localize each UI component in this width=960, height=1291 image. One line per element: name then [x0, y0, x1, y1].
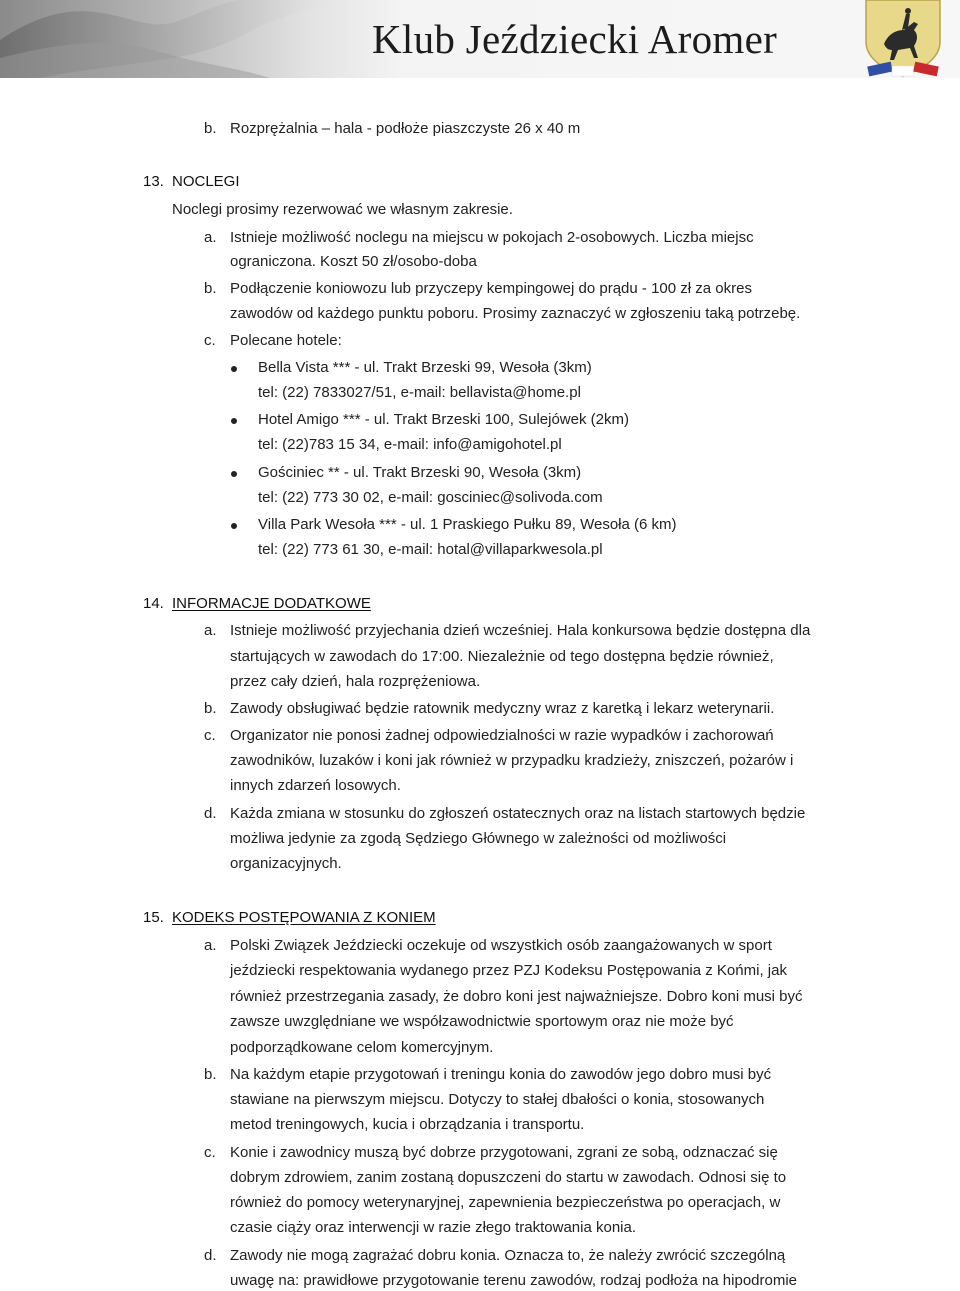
- list-item-text: Podłączenie koniowozu lub przyczepy kempingowej do prądu - 100 zł za okres: [230, 280, 752, 297]
- section-title: INFORMACJE DODATKOWE: [172, 595, 371, 612]
- list-item-text: zawsze uwzględniane we współzawodnictwie sportowym oraz nie może być: [230, 1013, 734, 1030]
- list-item-text: również do pomocy weterynaryjnej, zapewnienia bezpieczeństwa po operacjach, w: [230, 1194, 781, 1211]
- bullet-icon: [231, 418, 237, 424]
- section-title: KODEKS POSTĘPOWANIA Z KONIEM: [172, 909, 436, 926]
- list-item-text: Polski Związek Jeździecki oczekuje od wszystkich osób zaangażowanych w sport: [230, 937, 772, 954]
- list-item-text: Zawody nie mogą zagrażać dobru konia. Oznacza to, że należy zwrócić szczególną: [230, 1247, 786, 1264]
- horse-rider-crest-icon: [862, 0, 944, 78]
- list-item-text: możliwa jedynie za zgodą Sędziego Głównego w zależności od możliwości: [230, 830, 727, 847]
- hotel-contact: tel: (22) 773 30 02, e-mail: gosciniec@solivoda.com: [258, 489, 603, 506]
- list-item-text: Na każdym etapie przygotowań i treningu konia do zawodów jego dobro musi być: [230, 1066, 772, 1083]
- section-number: 14.: [143, 595, 164, 612]
- section-number: 13.: [143, 173, 164, 190]
- section-title: NOCLEGI: [172, 173, 240, 190]
- list-item-text: Każda zmiana w stosunku do zgłoszeń ostatecznych oraz na listach startowych będzie: [230, 805, 806, 822]
- hotel-line: Bella Vista *** - ul. Trakt Brzeski 99, Wesoła (3km): [258, 359, 592, 376]
- list-marker: d.: [204, 805, 217, 822]
- list-marker: c.: [204, 332, 216, 349]
- list-item-text: dobrym zdrowiem, zanim zostaną dopuszczeni do startu w zawodach. Odnosi się to: [230, 1169, 787, 1186]
- list-marker: a.: [204, 622, 217, 639]
- page-header: [0, 0, 960, 78]
- hotel-line: Villa Park Wesoła *** - ul. 1 Praskiego Pułku 89, Wesoła (6 km): [258, 516, 677, 533]
- list-marker: b.: [204, 1066, 217, 1083]
- list-item-text: ograniczona. Koszt 50 zł/osobo-doba: [230, 253, 477, 270]
- list-item-text: podporządkowane celom komercyjnym.: [230, 1039, 494, 1056]
- hotel-line: Gościniec ** - ul. Trakt Brzeski 90, Wesoła (3km): [258, 464, 582, 481]
- list-item-text: Organizator nie ponosi żadnej odpowiedzialności w razie wypadków i zachorowań: [230, 727, 774, 744]
- section-intro: Noclegi prosimy rezerwować we własnym zakresie.: [172, 201, 513, 218]
- list-marker: a.: [204, 229, 217, 246]
- horse-silhouette-icon: [0, 0, 330, 78]
- bullet-icon: [231, 471, 237, 477]
- list-marker: b.: [204, 280, 217, 297]
- list-item-text: Polecane hotele:: [230, 332, 342, 349]
- list-marker: b.: [204, 700, 217, 717]
- list-item-text: startujących w zawodach do 17:00. Niezależnie od tego dostępna będzie również,: [230, 648, 774, 665]
- list-item-text: Istnieje możliwość przyjechania dzień wcześniej. Hala konkursowa będzie dostępna dla: [230, 622, 811, 639]
- list-item-text: jeździecki respektowania wydanego przez PZJ Kodeksu Postępowania z Końmi, jak: [230, 962, 787, 979]
- list-item-text: Istnieje możliwość noclegu na miejscu w pokojach 2-osobowych. Liczba miejsc: [230, 229, 754, 246]
- list-item-text: stawiane na pierwszym miejscu. Dotyczy to stałej dbałości o konia, stosowanych: [230, 1091, 765, 1108]
- club-title: Klub Jeździecki Aromer: [372, 16, 778, 62]
- hotel-contact: tel: (22) 7833027/51, e-mail: bellavista@home.pl: [258, 384, 581, 401]
- list-marker: c.: [204, 1144, 216, 1161]
- section-number: 15.: [143, 909, 164, 926]
- list-marker: b.: [204, 120, 217, 137]
- bullet-icon: [231, 366, 237, 372]
- list-item-text: Zawody obsługiwać będzie ratownik medyczny wraz z karetką i lekarz weterynarii.: [230, 700, 775, 717]
- section-heading-15: [143, 908, 436, 928]
- list-item-text: czasie ciąży oraz interwencji w razie złego traktowania konia.: [230, 1219, 637, 1236]
- list-item-text: organizacyjnych.: [230, 855, 342, 872]
- list-marker: a.: [204, 937, 217, 954]
- list-item-text: innych zdarzeń losowych.: [230, 777, 401, 794]
- list-item-text: metod treningowych, kucia i obrządzania i transportu.: [230, 1116, 585, 1133]
- list-item-text: Rozprężalnia – hala - podłoże piaszczyste 26 x 40 m: [230, 120, 581, 137]
- list-item-text: Konie i zawodnicy muszą być dobrze przygotowani, zgrani ze sobą, odznaczać się: [230, 1144, 778, 1161]
- hotel-contact: tel: (22)783 15 34, e-mail: info@amigohotel.pl: [258, 436, 562, 453]
- list-item-text: przez cały dzień, hala rozprężeniowa.: [230, 673, 481, 690]
- list-marker: c.: [204, 727, 216, 744]
- hotel-line: Hotel Amigo *** - ul. Trakt Brzeski 100, Sulejówek (2km): [258, 411, 629, 428]
- list-item-text: uwagę na: prawidłowe przygotowanie terenu zawodów, rodzaj podłoża na hipodromie: [230, 1272, 798, 1289]
- list-marker: d.: [204, 1247, 217, 1264]
- section-heading-14: [143, 594, 371, 614]
- section-heading-13: [143, 172, 240, 192]
- hotel-contact: tel: (22) 773 61 30, e-mail: hotal@villaparkwesola.pl: [258, 541, 603, 558]
- list-item-text: zawodników, luzaków i koni jak również w przypadku kradzieży, zniszczeń, pożarów i: [230, 752, 794, 769]
- list-item-text: zawodów od każdego punktu poboru. Prosimy zaznaczyć w zgłoszeniu taką potrzebę.: [230, 305, 801, 322]
- bullet-icon: [231, 523, 237, 529]
- list-item-text: również przestrzegania zasady, że dobro koni jest najważniejsze. Dobro koni musi być: [230, 988, 803, 1005]
